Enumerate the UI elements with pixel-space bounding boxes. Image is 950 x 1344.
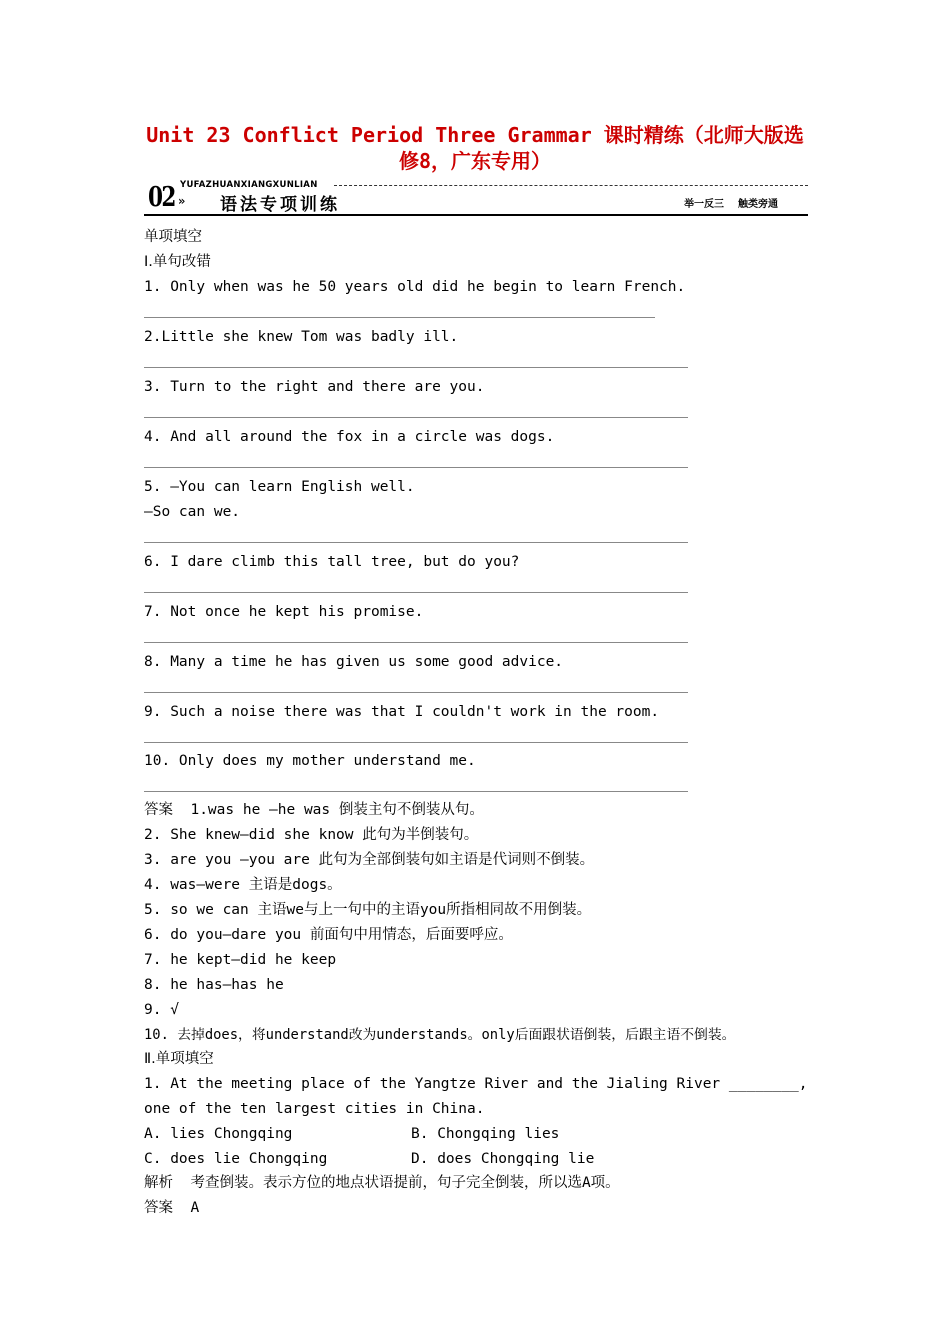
banner-tags — [684, 195, 778, 210]
mc-question-1-cont: one of the ten largest cities in China. — [144, 1101, 485, 1117]
answer-8: 8. he has—has he — [144, 977, 284, 993]
answer-blank-4 — [144, 467, 688, 468]
answer-9: 9. √ — [144, 1002, 179, 1018]
chevron-icon: » — [178, 194, 186, 208]
answer-blank-1 — [144, 317, 655, 318]
banner-number: 02 — [148, 182, 175, 213]
title-line-2: 修8，广东专用） — [398, 149, 552, 173]
answer-3: 3. are you —you are 此句为全部倒装句如主语是代词则不倒装。 — [144, 852, 595, 868]
question-9: 9. Such a noise there was that I couldn't work in the room. — [144, 704, 660, 720]
answer-blank-7 — [144, 642, 688, 643]
option-a: A. lies Chongqing — [144, 1126, 293, 1142]
answer-7: 7. he kept—did he keep — [144, 952, 337, 968]
question-5: 5. —You can learn English well. — [144, 479, 415, 495]
option-b: B. Chongqing lies — [411, 1126, 560, 1142]
answer-blank-3 — [144, 417, 688, 418]
answer-blank-8 — [144, 692, 688, 693]
option-c: C. does lie Chongqing — [144, 1151, 328, 1167]
answer-6: 6. do you—dare you 前面句中用情态，后面要呼应。 — [144, 927, 513, 943]
option-d: D. does Chongqing lie — [411, 1151, 595, 1167]
banner-tag-2: 触类旁通 — [738, 199, 778, 210]
question-2: 2.Little she knew Tom was badly ill. — [144, 329, 459, 345]
answer-blank-10 — [144, 791, 688, 792]
answer-10: 10. 去掉does，将understand改为understands。only后面跟状语倒装，后跟主语不倒装。 — [144, 1027, 736, 1043]
question-10: 10. Only does my mother understand me. — [144, 753, 476, 769]
banner-pinyin: YUFAZHUANXIANGXUNLIAN — [180, 180, 318, 190]
document-title — [120, 122, 830, 174]
banner-dashed-rule — [334, 185, 808, 186]
section-label: 单项填空 — [144, 229, 202, 245]
part-1-heading: Ⅰ.单句改错 — [144, 254, 211, 270]
mc-answer: 答案 A — [144, 1200, 200, 1216]
question-4: 4. And all around the fox in a circle was dogs. — [144, 429, 555, 445]
question-7: 7. Not once he kept his promise. — [144, 604, 424, 620]
mc-analysis: 解析 考查倒装。表示方位的地点状语提前，句子完全倒装，所以选A项。 — [144, 1175, 620, 1191]
answer-blank-5 — [144, 542, 688, 543]
question-3: 3. Turn to the right and there are you. — [144, 379, 485, 395]
mc-question-1: 1. At the meeting place of the Yangtze River and the Jialing River ________, — [144, 1076, 808, 1092]
banner-heading: 语法专项训练 — [220, 195, 340, 215]
answer-4: 4. was—were 主语是dogs。 — [144, 877, 342, 893]
part-2-heading: Ⅱ.单项填空 — [144, 1051, 214, 1067]
banner-tag-1: 举一反三 — [684, 199, 725, 210]
question-6: 6. I dare climb this tall tree, but do you? — [144, 554, 520, 570]
answer-2: 2. She knew—did she know 此句为半倒装句。 — [144, 827, 479, 843]
banner-base-rule — [144, 214, 808, 216]
question-1: 1. Only when was he 50 years old did he begin to learn French. — [144, 279, 686, 295]
title-line-1: Unit 23 Conflict Period Three Grammar 课时精练（北师大版选 — [146, 123, 804, 147]
answer-5: 5. so we can 主语we与上一句中的主语you所指相同故不用倒装。 — [144, 902, 592, 918]
question-8: 8. Many a time he has given us some good advice. — [144, 654, 564, 670]
answer-blank-2 — [144, 367, 688, 368]
answer-1: 答案 1.was he —he was 倒装主句不倒装从句。 — [144, 802, 484, 818]
question-5-reply: —So can we. — [144, 504, 241, 520]
answer-blank-6 — [144, 592, 688, 593]
answer-blank-9 — [144, 742, 688, 743]
section-banner — [144, 178, 808, 218]
